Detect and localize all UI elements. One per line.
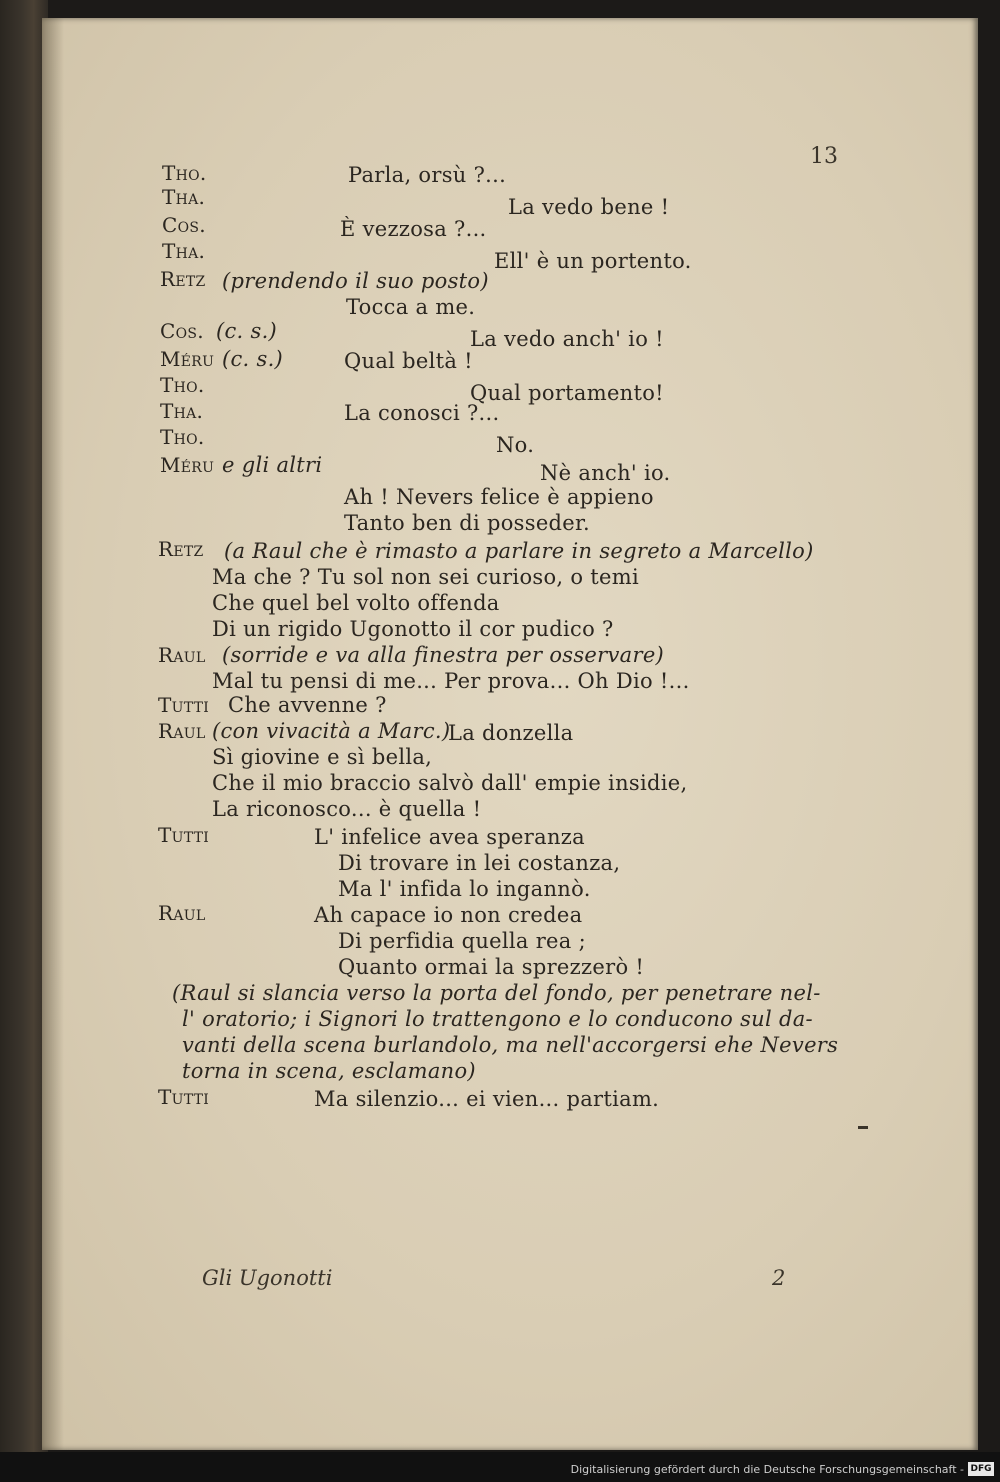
verse-line: La riconosco... è quella !	[212, 797, 482, 821]
verse-line: Ell' è un portento.	[494, 249, 692, 273]
stage-direction: torna in scena, esclamano)	[182, 1059, 476, 1083]
verse-line: Quanto ormai la sprezzerò !	[338, 955, 645, 979]
speaker-label: Tha.	[162, 185, 206, 209]
verse-line: La conosci ?...	[344, 401, 500, 425]
speaker-label: Méru	[160, 347, 215, 371]
verse-line: Di un rigido Ugonotto il cor pudico ?	[212, 617, 614, 641]
verse-line: Ma che ? Tu sol non sei curioso, o temi	[212, 565, 639, 589]
verse-line: Che quel bel volto offenda	[212, 591, 500, 615]
verse-line: La donzella	[448, 721, 574, 745]
speaker-label: Raul	[158, 643, 206, 667]
verse-line: Tocca a me.	[346, 295, 476, 319]
speaker-label: Tha.	[162, 239, 206, 263]
ink-mark	[858, 1126, 868, 1129]
speaker-label: Tutti	[158, 1085, 210, 1109]
speaker-label: Tutti	[158, 823, 210, 847]
digitization-credit: Digitalisierung gefördert durch die Deutsche Forschungsgemeinschaft -	[570, 1463, 964, 1476]
speaker-label: Tho.	[162, 161, 207, 185]
speaker-label: Raul	[158, 901, 206, 925]
speaker-label: Méru	[160, 453, 215, 477]
verse-line: Ma silenzio... ei vien... partiam.	[314, 1087, 660, 1111]
speaker-label: Tutti	[158, 693, 210, 717]
signature-mark: 2	[772, 1266, 786, 1290]
speaker-label: Tho.	[160, 373, 205, 397]
stage-direction: (c. s.)	[216, 319, 278, 343]
stage-direction: (Raul si slancia verso la porta del fondo, per penetrare nel-	[172, 981, 821, 1005]
speaker-label: Cos.	[160, 319, 204, 343]
page-gutter-shadow	[42, 18, 64, 1450]
stage-direction: (c. s.)	[222, 347, 284, 371]
verse-line: È vezzosa ?...	[340, 217, 487, 241]
verse-line: Che il mio braccio salvò dall' empie insidie,	[212, 771, 688, 795]
verse-line: Tanto ben di posseder.	[344, 511, 591, 535]
verse-line: Ah ! Nevers felice è appieno	[344, 485, 654, 509]
stage-direction: (prendendo il suo posto)	[222, 269, 489, 293]
stage-direction: (sorride e va alla finestra per osservare)	[222, 643, 665, 667]
book-cover-edge	[0, 0, 48, 1460]
verse-line: Qual portamento!	[470, 381, 664, 405]
verse-line: No.	[496, 433, 535, 457]
speaker-label: Tho.	[160, 425, 205, 449]
verse-line: Di trovare in lei costanza,	[338, 851, 621, 875]
verse-line: Ah capace io non credea	[314, 903, 583, 927]
verse-line: Mal tu pensi di me... Per prova... Oh Dio !...	[212, 669, 690, 693]
stage-direction: l' oratorio; i Signori lo trattengono e lo conducono sul da-	[182, 1007, 813, 1031]
verse-line: Ma l' infida lo ingannò.	[338, 877, 591, 901]
verse-line: Nè anch' io.	[540, 461, 671, 485]
speaker-label: Raul	[158, 719, 206, 743]
stage-direction: vanti della scena burlandolo, ma nell'accorgersi ehe Nevers	[182, 1033, 839, 1057]
dfg-logo: DFG	[968, 1462, 994, 1476]
speaker-label: Tha.	[160, 399, 204, 423]
verse-line: La vedo anch' io !	[470, 327, 664, 351]
speaker-label: Retz	[160, 267, 206, 291]
verse-line: Parla, orsù ?...	[348, 163, 507, 187]
verse-line: Sì giovine e sì bella,	[212, 745, 433, 769]
stage-direction: (a Raul che è rimasto a parlare in segreto a Marcello)	[224, 539, 814, 563]
speaker-label: Cos.	[162, 213, 206, 237]
verse-line: Di perfidia quella rea ;	[338, 929, 586, 953]
speaker-label: Retz	[158, 537, 204, 561]
page-number: 13	[810, 144, 838, 169]
footer-title: Gli Ugonotti	[202, 1266, 333, 1290]
verse-line: La vedo bene !	[508, 195, 670, 219]
stage-direction: e gli altri	[222, 453, 323, 477]
stage-direction: (con vivacità a Marc.)	[212, 719, 451, 743]
verse-line: L' infelice avea speranza	[314, 825, 585, 849]
verse-line: Qual beltà !	[344, 349, 473, 373]
verse-line: Che avvenne ?	[228, 693, 387, 717]
